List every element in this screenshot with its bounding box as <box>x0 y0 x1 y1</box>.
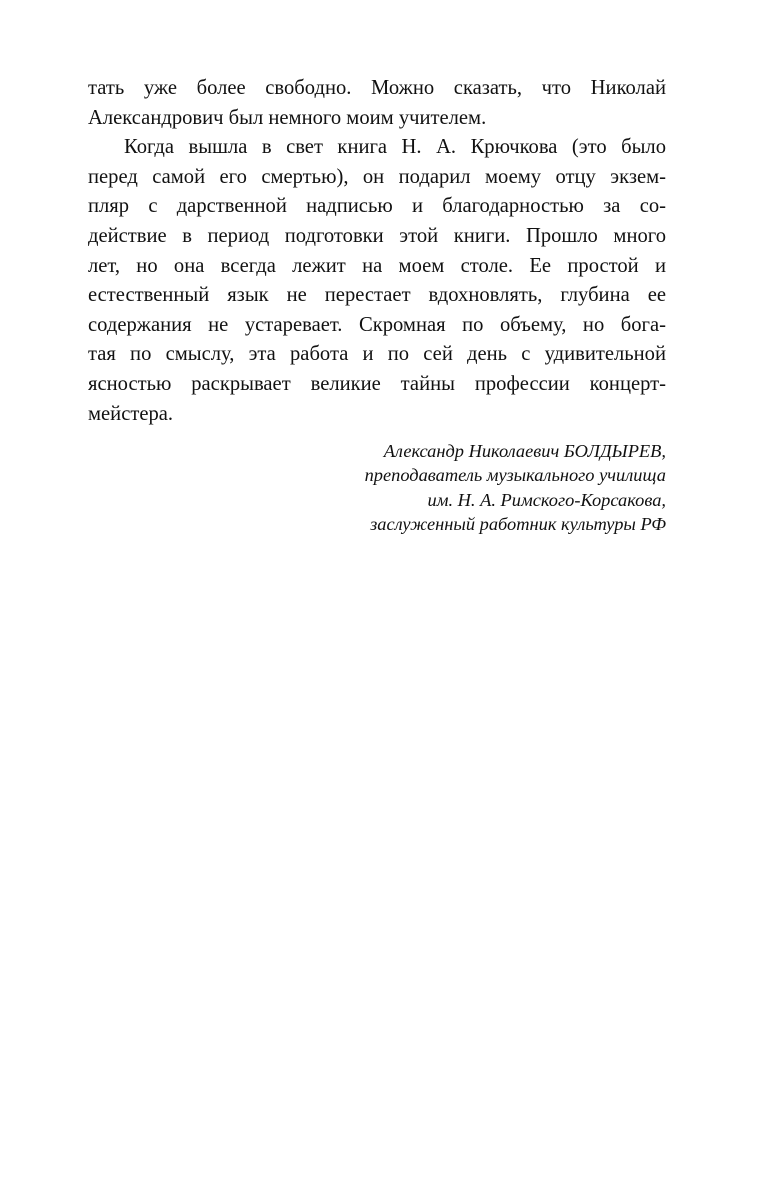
text-line: Александрович был немного моим учителем. <box>88 106 487 129</box>
author-title: заслуженный работник культуры РФ <box>370 513 666 534</box>
text-line: пляр с дарственной надписью и благодарностью за со- <box>88 195 666 218</box>
author-institution: им. Н. А. Римского-Корсакова, <box>427 489 666 510</box>
text-line: естественный язык не перестает вдохновлять, глубина ее <box>88 284 666 307</box>
text-line: мейстера. <box>88 402 174 425</box>
text-line: лет, но она всегда лежит на моем столе. Ее простой и <box>88 254 666 277</box>
text-line: тать уже более свободно. Можно сказать, что Николай <box>88 77 666 99</box>
text-line: действие в период подготовки этой книги. Прошло много <box>88 224 666 247</box>
author-signature <box>88 439 666 536</box>
text-line: Когда вышла в свет книга Н. А. Крючкова (это было <box>124 136 666 159</box>
paragraph-2 <box>88 133 666 429</box>
author-name: Александр Николаевич БОЛДЫРЕВ, <box>383 441 666 462</box>
page-content <box>88 74 666 536</box>
text-line: тая по смыслу, эта работа и по сей день с удивительной <box>88 343 666 366</box>
author-position: преподаватель музыкального училища <box>364 465 666 486</box>
text-line: содержания не устаревает. Скромная по объему, но бога- <box>88 313 666 336</box>
text-line: перед самой его смертью), он подарил моему отцу экзем- <box>88 165 666 188</box>
text-line: ясностью раскрывает великие тайны профессии концерт- <box>88 372 666 395</box>
paragraph-1 <box>88 74 666 133</box>
